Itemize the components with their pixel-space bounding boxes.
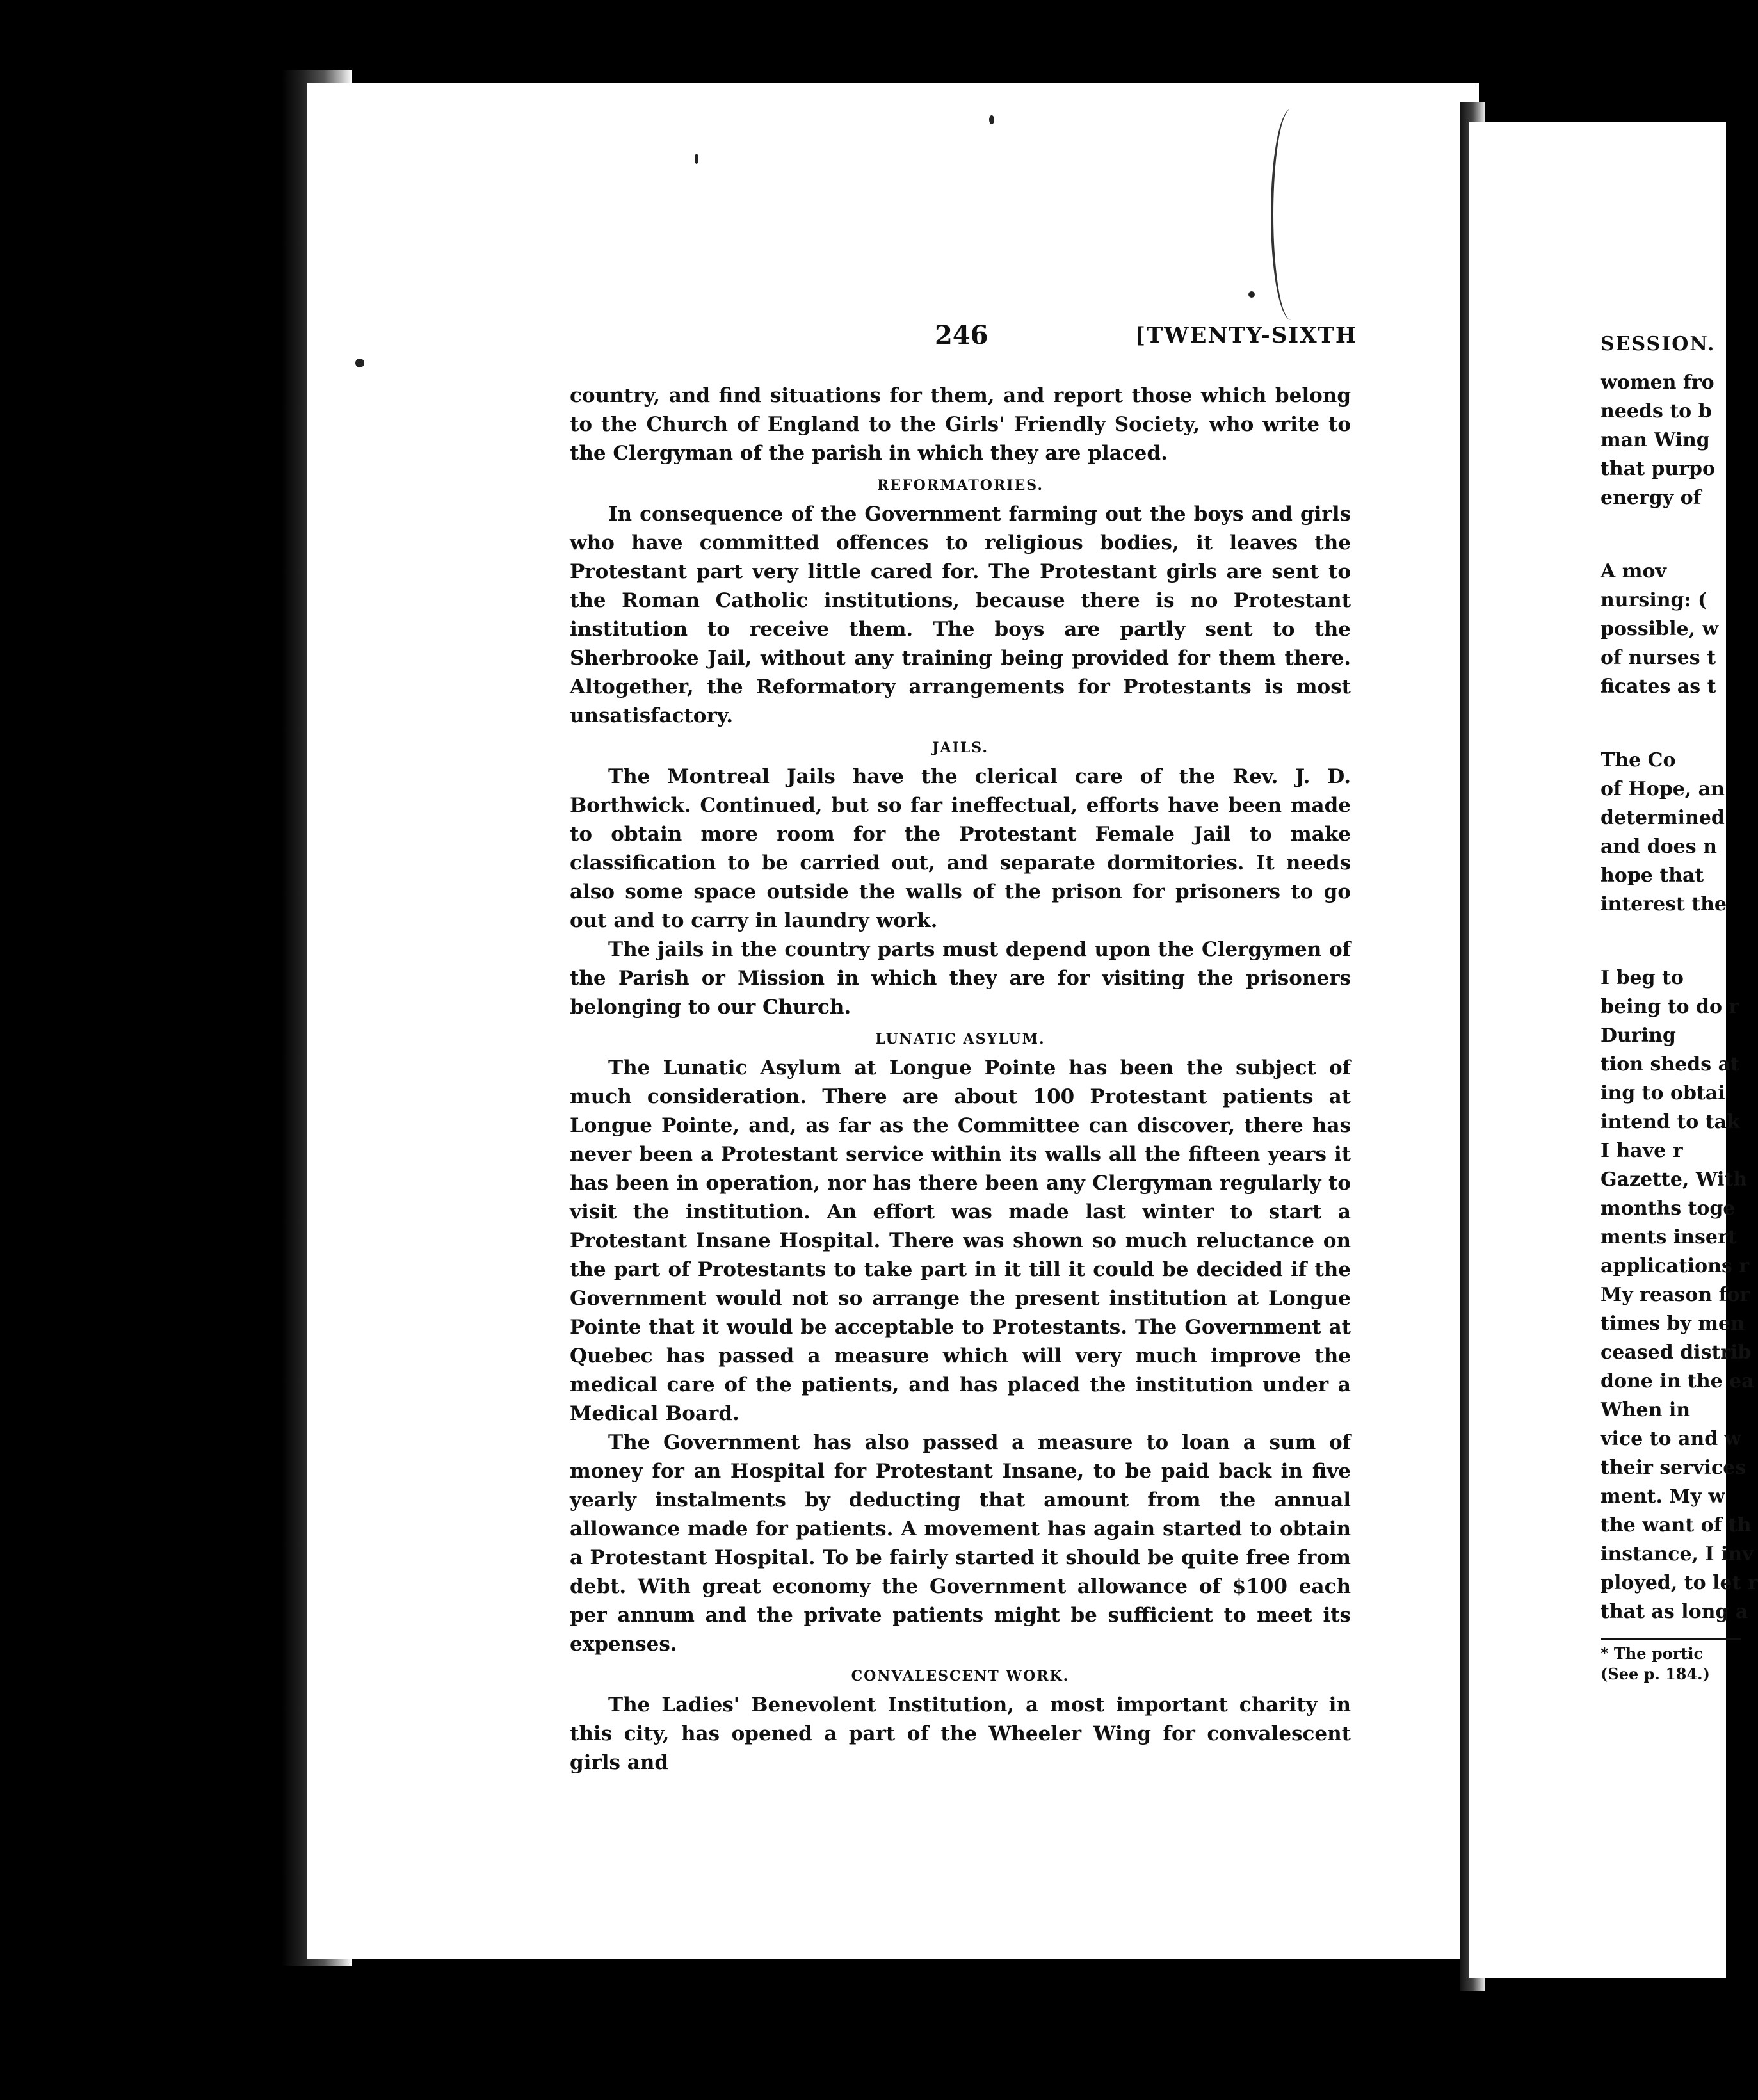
paragraph: In consequence of the Government farming out the boys and girls who have committed offences to religious bodies, it leaves the Protestant part very little cared for. The Protestant girls are sent to the Roman Catholic institutions, because there is no Protestant institution to receive them. The boys are partly sent to the Sherbrooke Jail, without any training being provided for them there. Altogether, the Reformatory arrangements for Protestants is most unsatisfactory.	[570, 503, 1351, 727]
right-text-line: The Co	[1601, 749, 1676, 771]
right-text-line: tion sheds at	[1601, 1053, 1739, 1076]
right-text-line: vice to and w	[1601, 1428, 1741, 1450]
right-gap	[1601, 512, 1726, 557]
footnote-rule	[1601, 1638, 1741, 1640]
right-text-line: nursing: (	[1601, 589, 1707, 611]
speck	[1248, 291, 1255, 298]
right-text-line: women fro	[1601, 371, 1714, 394]
right-gap	[1601, 701, 1726, 746]
right-text-line: that as long a	[1601, 1601, 1748, 1623]
right-text-line: Gazette, With	[1601, 1168, 1748, 1191]
right-text-line: ing to obtai	[1601, 1082, 1725, 1104]
right-text-line: When in	[1601, 1399, 1691, 1421]
running-title: [TWENTY-SIXTH	[1134, 323, 1357, 348]
right-text-line: the want of th	[1601, 1514, 1752, 1537]
right-text-line: months toge	[1601, 1197, 1736, 1220]
right-text-line: interest the	[1601, 893, 1727, 916]
right-text-line: A mov	[1601, 560, 1666, 583]
hair-artifact	[1271, 109, 1312, 320]
section-heading: LUNATIC ASYLUM.	[875, 1031, 1045, 1047]
right-text-line: possible, w	[1601, 618, 1719, 640]
right-text-line: that purpo	[1601, 458, 1715, 480]
right-text-line: of nurses t	[1601, 647, 1716, 669]
right-text-line: intend to tak	[1601, 1111, 1740, 1133]
right-text-line: man Wing	[1601, 429, 1710, 451]
right-text-line: done in the ea	[1601, 1370, 1754, 1393]
right-text-line: instance, I inv	[1601, 1543, 1754, 1565]
paragraph: country, and find situations for them, and report those which belong to the Church of England to the Girls' Friendly Society, who write to the Clergyman of the parish in which they are placed.	[570, 384, 1351, 465]
right-text-line: and does n	[1601, 836, 1717, 858]
footnote-line: * The portic	[1601, 1644, 1704, 1663]
speck	[989, 115, 994, 124]
paragraph: The Lunatic Asylum at Longue Pointe has been the subject of much consideration. There are about 100 Protestant patients at Longue Pointe, and, as far as the Committee can discover, there has never been a Protestant service within its walls all the fifteen years it has been in operation, nor has there been any Clergyman regularly to visit the institution. An effort was made last winter to start a Protestant Insane Hospital. There was shown so much reluctance on the part of Protestants to take part in it till it could be decided if the Government would not so arrange the present institution at Longue Pointe that it would be acceptable to Protestants. The Government at Quebec has passed a measure which will very much improve the medical care of the patients, and has placed the institution under a Medical Board.	[570, 1056, 1351, 1425]
section-heading: REFORMATORIES.	[877, 477, 1044, 494]
section-heading: JAILS.	[931, 739, 988, 756]
section-heading: CONVALESCENT WORK.	[851, 1668, 1070, 1684]
speck	[695, 154, 698, 164]
right-text-line: I have r	[1601, 1140, 1683, 1162]
right-text-line: ficates as t	[1601, 675, 1716, 698]
right-text-line: their services	[1601, 1457, 1746, 1479]
right-text-line: being to do r	[1601, 996, 1739, 1018]
main-text	[570, 382, 1351, 1777]
paragraph: The jails in the country parts must depend upon the Clergymen of the Parish or Mission in which they are for visiting the prisoners belonging to our Church.	[570, 938, 1351, 1019]
right-text-line: times by men	[1601, 1312, 1745, 1335]
paragraph: The Ladies' Benevolent Institution, a most important charity in this city, has opened a part of the Wheeler Wing for convalescent girls and	[570, 1693, 1351, 1774]
right-text-line: ployed, to let r	[1601, 1572, 1758, 1594]
right-running-head: SESSION.	[1601, 333, 1716, 355]
right-text-line: ceased distrib	[1601, 1341, 1752, 1364]
paragraph: The Montreal Jails have the clerical care of the Rev. J. D. Borthwick. Continued, but so far ineffectual, efforts have been made to obtain more room for the Protestant Female Jail to make classification to be carried out, and separate dormitories. It needs also some space outside the walls of the prison for prisoners to go out and to carry in laundry work.	[570, 765, 1351, 932]
right-text-line: My reason for	[1601, 1284, 1750, 1306]
footnote-line: (See p. 184.)	[1601, 1665, 1710, 1683]
right-text-line: I beg to	[1601, 967, 1684, 989]
right-text-line: of Hope, an	[1601, 778, 1725, 800]
right-text-line: needs to b	[1601, 400, 1712, 423]
running-head	[935, 320, 1357, 365]
right-text-line: During	[1601, 1024, 1676, 1047]
right-text-line: determined	[1601, 807, 1725, 829]
right-text-line: applications r	[1601, 1255, 1750, 1277]
paragraph: The Government has also passed a measure to loan a sum of money for an Hospital for Protestant Insane, to be paid back in five yearly instalments by deducting that amount from the annual allowance made for patients. A movement has again started to obtain a Protestant Hospital. To be fairly started it should be quite free from debt. With great economy the Government allowance of $100 each per annum and the private patients might be sufficient to meet its expenses.	[570, 1431, 1351, 1656]
right-text-line: hope that	[1601, 864, 1704, 887]
right-gap	[1601, 919, 1726, 964]
right-text-line: ment. My w	[1601, 1485, 1725, 1508]
page-number: 246	[935, 320, 988, 350]
speck	[355, 359, 364, 368]
right-page-text	[1601, 333, 1758, 1684]
right-text-line: energy of	[1601, 487, 1702, 509]
right-text-line: ments insert	[1601, 1226, 1737, 1248]
